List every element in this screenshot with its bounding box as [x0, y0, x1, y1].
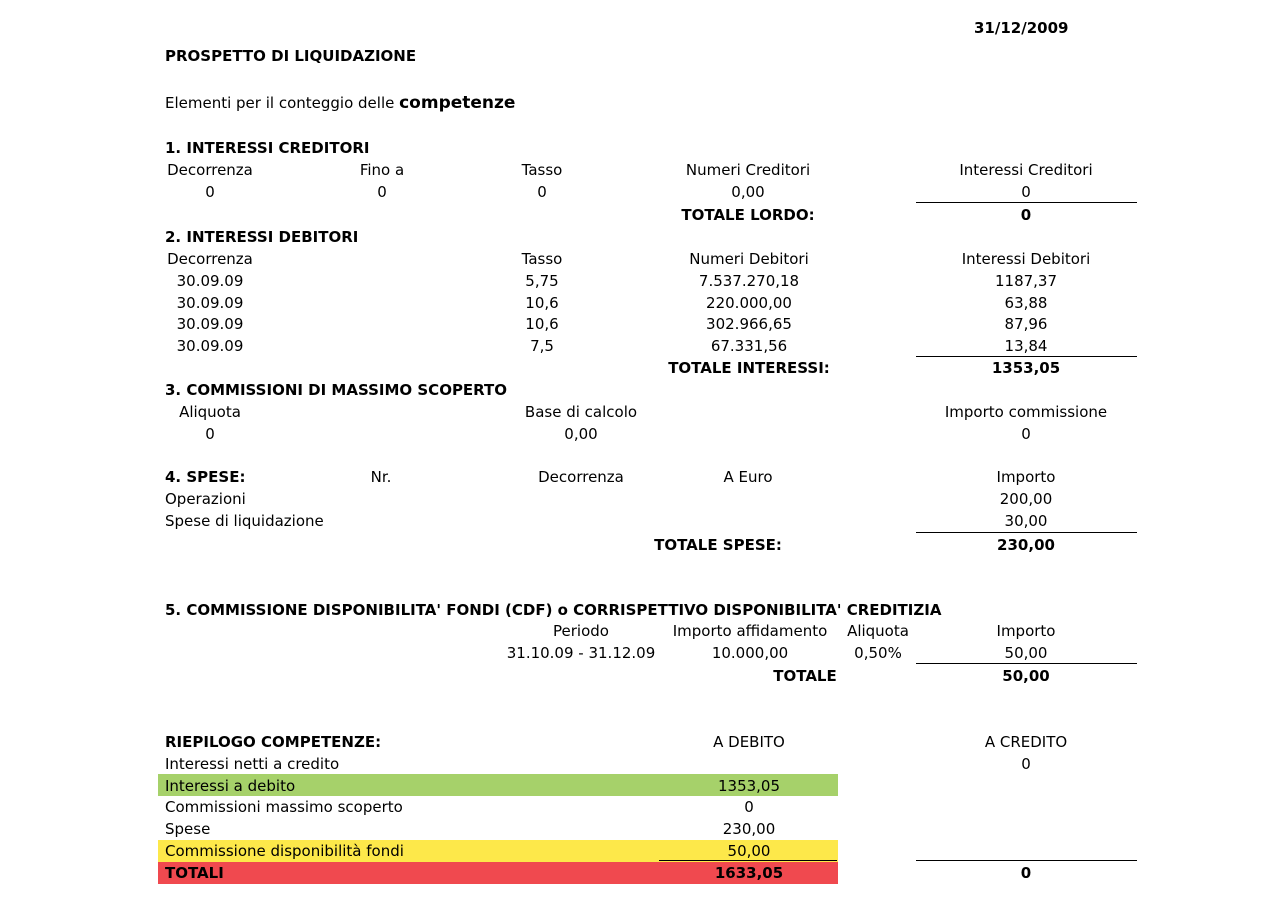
table-row-cell: 30.09.09: [176, 315, 244, 333]
summary-total-label: TOTALI: [165, 864, 224, 882]
summary-heading: RIEPILOGO COMPETENZE:: [165, 733, 382, 751]
summary-col-credit: A CREDITO: [984, 733, 1068, 751]
s2-col-numeri-debitori: Numeri Debitori: [689, 250, 809, 268]
s5-total-rule: [916, 663, 1137, 664]
s5-total-label: TOTALE: [773, 667, 837, 685]
table-row-cell: 13,84: [1004, 337, 1048, 355]
s4-col-decorrenza: Decorrenza: [538, 468, 624, 486]
s1-total-rule: [916, 202, 1137, 203]
s5-cell-aliquota: 0,50%: [854, 644, 902, 662]
s5-col-aliquota: Aliquota: [847, 622, 909, 640]
table-row-cell: 7.537.270,18: [698, 272, 800, 290]
s4-row-amount: 200,00: [999, 490, 1053, 508]
section2-heading: 2. INTERESSI DEBITORI: [165, 228, 359, 246]
summary-row-debit: 1353,05: [717, 777, 781, 795]
s1-cell-tasso: 0: [537, 183, 547, 201]
s2-total-label: TOTALE INTERESSI:: [668, 359, 830, 377]
s1-cell-interessi: 0: [1021, 183, 1031, 201]
s4-total-value: 230,00: [997, 536, 1055, 554]
s2-col-tasso: Tasso: [521, 250, 563, 268]
s1-col-decorrenza: Decorrenza: [167, 161, 253, 179]
section5-heading: 5. COMMISSIONE DISPONIBILITA' FONDI (CDF) o CORRISPETTIVO DISPONIBILITA' CREDITIZIA: [165, 601, 942, 619]
section4-heading: 4. SPESE:: [165, 468, 246, 486]
s3-cell-base: 0,00: [564, 425, 598, 443]
s2-total-value: 1353,05: [991, 359, 1061, 377]
document-date: 31/12/2009: [974, 19, 1069, 37]
summary-credit-rule: [916, 860, 1137, 861]
s1-col-fino-a: Fino a: [359, 161, 405, 179]
summary-total-debit: 1633,05: [714, 864, 784, 882]
s4-row-amount: 30,00: [1004, 512, 1048, 530]
s5-col-importo-affidamento: Importo affidamento: [672, 622, 828, 640]
s4-col-nr: Nr.: [370, 468, 392, 486]
table-row-cell: 5,75: [525, 272, 559, 290]
s1-cell-decorrenza: 0: [205, 183, 215, 201]
s4-row-label: Spese di liquidazione: [165, 512, 324, 530]
s1-total-value: 0: [1020, 206, 1032, 224]
summary-row-credit: 0: [1021, 755, 1031, 773]
table-row-cell: 10,6: [525, 315, 559, 333]
s2-total-rule: [916, 356, 1137, 357]
summary-row-debit: 0: [744, 798, 754, 816]
s5-col-importo: Importo: [996, 622, 1056, 640]
table-row-cell: 302.966,65: [706, 315, 792, 333]
table-row-cell: 220.000,00: [706, 294, 792, 312]
s2-col-decorrenza: Decorrenza: [167, 250, 253, 268]
summary-col-debit: A DEBITO: [713, 733, 785, 751]
s3-col-base: Base di calcolo: [524, 403, 638, 421]
summary-row-label: Interessi a debito: [165, 777, 296, 795]
s4-col-importo: Importo: [996, 468, 1056, 486]
s1-col-interessi-creditori: Interessi Creditori: [959, 161, 1093, 179]
table-row-cell: 7,5: [530, 337, 554, 355]
s1-cell-fino-a: 0: [377, 183, 387, 201]
summary-row-label: Commissione disponibilità fondi: [165, 842, 404, 860]
section3-heading: 3. COMMISSIONI DI MASSIMO SCOPERTO: [165, 381, 508, 399]
s1-total-label: TOTALE LORDO:: [681, 206, 815, 224]
s4-row-label: Operazioni: [165, 490, 246, 508]
section1-heading: 1. INTERESSI CREDITORI: [165, 139, 370, 157]
s5-total-value: 50,00: [1002, 667, 1050, 685]
table-row-cell: 67.331,56: [710, 337, 788, 355]
s4-total-rule: [916, 532, 1137, 533]
s4-total-label: TOTALE SPESE:: [654, 536, 782, 554]
s5-col-periodo: Periodo: [553, 622, 609, 640]
document-subtitle: Elementi per il conteggio delle competenze: [165, 93, 516, 113]
table-row-cell: 10,6: [525, 294, 559, 312]
s3-cell-aliquota: 0: [205, 425, 215, 443]
s3-col-aliquota: Aliquota: [179, 403, 241, 421]
summary-row-debit: 230,00: [722, 820, 776, 838]
summary-row-label: Commissioni massimo scoperto: [165, 798, 403, 816]
s4-col-a-euro: A Euro: [723, 468, 773, 486]
summary-row-label: Interessi netti a credito: [165, 755, 340, 773]
table-row-cell: 87,96: [1004, 315, 1048, 333]
s5-cell-periodo: 31.10.09 - 31.12.09: [506, 644, 656, 662]
s2-col-interessi-debitori: Interessi Debitori: [961, 250, 1091, 268]
summary-total-credit: 0: [1020, 864, 1032, 882]
s1-col-numeri-creditori: Numeri Creditori: [685, 161, 811, 179]
table-row-cell: 30.09.09: [176, 294, 244, 312]
summary-row-label: Spese: [165, 820, 211, 838]
table-row-cell: 30.09.09: [176, 337, 244, 355]
table-row-cell: 63,88: [1004, 294, 1048, 312]
s1-col-tasso: Tasso: [521, 161, 563, 179]
table-row-cell: 30.09.09: [176, 272, 244, 290]
table-row-cell: 1187,37: [994, 272, 1058, 290]
s1-cell-numeri: 0,00: [731, 183, 765, 201]
summary-row-debit: 50,00: [727, 842, 771, 860]
s3-cell-importo: 0: [1021, 425, 1031, 443]
subtitle-emphasis: competenze: [399, 93, 516, 113]
s5-cell-affidamento: 10.000,00: [711, 644, 789, 662]
document-title: PROSPETTO DI LIQUIDAZIONE: [165, 47, 417, 65]
s3-col-importo: Importo commissione: [944, 403, 1108, 421]
s5-cell-importo: 50,00: [1004, 644, 1048, 662]
